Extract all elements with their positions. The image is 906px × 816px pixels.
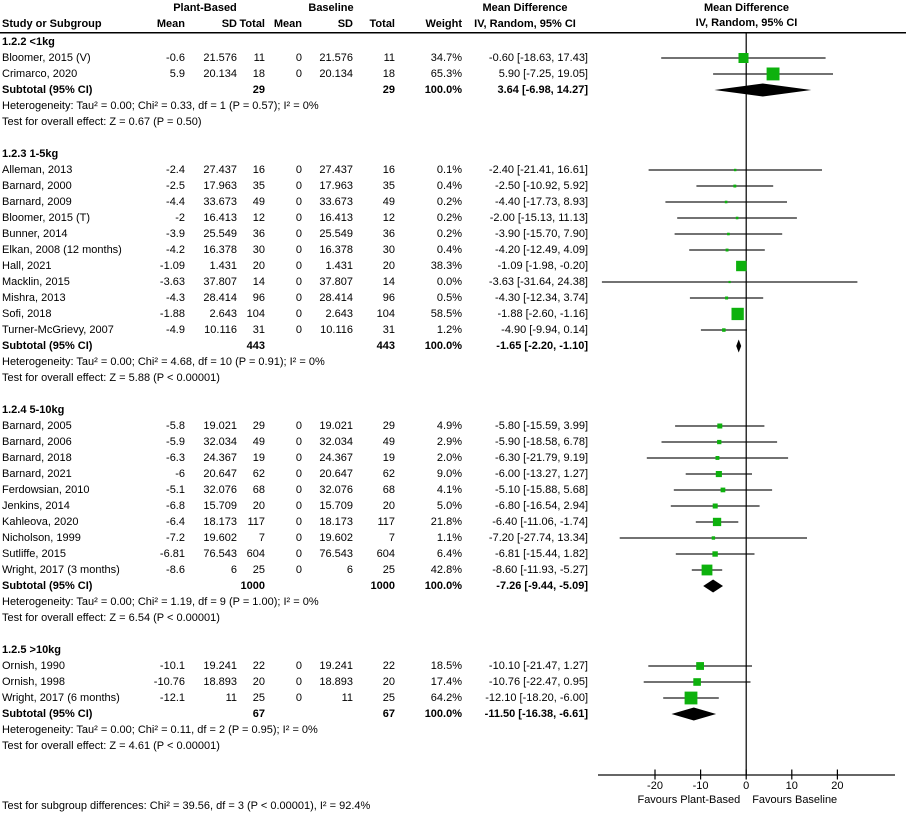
col-weight: Weight — [425, 18, 462, 30]
study-row: Bloomer, 2015 (T) -2 16.413 12 0 16.413 12 0.2% -2.00 [-15.13, 11.13] — [2, 212, 588, 224]
effect-square — [716, 471, 722, 477]
ci-line — [690, 297, 763, 298]
ci-line — [734, 313, 741, 314]
axis-tick-label: 0 — [743, 780, 750, 792]
axis-tick — [837, 770, 838, 780]
spacer-row — [0, 386, 588, 402]
subgroup-title: 1.2.3 1-5kg — [2, 148, 59, 160]
study-row: Kahleova, 2020 -6.4 18.173 117 0 18.173 117 21.8% -6.40 [-11.06, -1.74] — [2, 516, 588, 528]
study-row: Barnard, 2018 -6.3 24.367 19 0 24.367 19 2.0% -6.30 [-21.79, 9.19] — [2, 452, 588, 464]
study-table — [0, 34, 588, 770]
ci-line — [674, 489, 772, 490]
ci-line — [696, 185, 773, 186]
ci-line — [686, 473, 752, 474]
subgroup-differences-text: Test for subgroup differences: Chi² = 39.56, df = 3 (P < 0.00001), I² = 92.4% — [2, 800, 371, 812]
study-row: Barnard, 2005 -5.8 19.021 29 0 19.021 29 4.9% -5.80 [-15.59, 3.99] — [2, 420, 588, 432]
subgroup-title: 1.2.4 5-10kg — [2, 404, 65, 416]
ci-line — [663, 697, 719, 698]
study-row: Barnard, 2009 -4.4 33.673 49 0 33.673 49 0.2% -4.40 [-17.73, 8.93] — [2, 196, 588, 208]
study-row: Wright, 2017 (6 months) -12.1 11 25 0 11 25 64.2% -12.10 [-18.20, -6.00] — [2, 692, 588, 704]
plot-title: Mean Difference — [704, 2, 789, 14]
study-row: Ornish, 1990 -10.1 19.241 22 0 19.241 22 18.5% -10.10 [-21.47, 1.27] — [2, 660, 588, 672]
effect-square — [721, 488, 726, 493]
ci-line — [649, 169, 822, 170]
subtotal-row: Subtotal (95% CI) 29 29 100.0% 3.64 [-6.98, 14.27] — [2, 84, 588, 96]
heterogeneity-text: Heterogeneity: Tau² = 0.00; Chi² = 0.11, df = 2 (P = 0.95); I² = 0% — [2, 724, 318, 736]
col-mean-baseline: Mean — [273, 18, 302, 30]
ci-line — [671, 505, 760, 506]
ci-line — [675, 233, 783, 234]
study-row: Crimarco, 2020 5.9 20.134 18 0 20.134 18 65.3% 5.90 [-7.25, 19.05] — [2, 68, 588, 80]
ci-line — [676, 553, 755, 554]
axis-tick — [746, 770, 747, 780]
spacer-row — [0, 626, 588, 642]
overall-effect-text: Test for overall effect: Z = 5.88 (P < 0.00001) — [2, 372, 220, 384]
spacer-row — [0, 754, 588, 770]
effect-square — [713, 518, 721, 526]
ci-line — [692, 569, 722, 570]
subgroup-title: 1.2.5 >10kg — [2, 644, 62, 656]
ci-line — [662, 441, 778, 442]
subtotal-row: Subtotal (95% CI) 1000 1000 100.0% -7.26 [-9.44, -5.09] — [2, 580, 588, 592]
study-row: Alleman, 2013 -2.4 27.437 16 0 27.437 16 0.1% -2.40 [-21.41, 16.61] — [2, 164, 588, 176]
ci-line — [677, 217, 797, 218]
ci-line — [644, 681, 751, 682]
ci-line — [620, 537, 807, 538]
subtotal-row: Subtotal (95% CI) 443 443 100.0% -1.65 [-2.20, -1.10] — [2, 340, 588, 352]
favours-right-label: Favours Baseline — [752, 794, 838, 806]
effect-square — [712, 551, 717, 556]
heterogeneity-text: Heterogeneity: Tau² = 0.00; Chi² = 0.33, df = 1 (P = 0.57); I² = 0% — [2, 100, 319, 112]
study-row: Mishra, 2013 -4.3 28.414 96 0 28.414 96 0.5% -4.30 [-12.34, 3.74] — [2, 292, 588, 304]
ci-line — [661, 57, 825, 58]
study-row: Bunner, 2014 -3.9 25.549 36 0 25.549 36 0.2% -3.90 [-15.70, 7.90] — [2, 228, 588, 240]
ci-line — [689, 249, 765, 250]
effect-square — [727, 233, 730, 236]
axis-tick — [654, 770, 655, 780]
subgroup-title: 1.2.2 <1kg — [2, 36, 55, 48]
table-header — [0, 0, 906, 32]
col-sd-baseline: SD — [337, 18, 353, 30]
study-row: Wright, 2017 (3 months) -8.6 6 25 0 6 25 42.8% -8.60 [-11.93, -5.27] — [2, 564, 588, 576]
overall-effect-text: Test for overall effect: Z = 6.54 (P < 0.00001) — [2, 612, 220, 624]
effect-square — [733, 185, 736, 188]
subtotal-diamond — [736, 340, 741, 353]
study-row: Turner-McGrievy, 2007 -4.9 10.116 31 0 10.116 31 1.2% -4.90 [-9.94, 0.14] — [2, 324, 588, 336]
study-row: Elkan, 2008 (12 months) -4.2 16.378 30 0 16.378 30 0.4% -4.20 [-12.49, 4.09] — [2, 244, 588, 256]
axis-tick — [791, 770, 792, 780]
x-axis-line — [598, 774, 895, 775]
effect-square — [736, 217, 739, 220]
axis-tick-label: 20 — [831, 780, 844, 792]
effect-square — [734, 169, 736, 171]
ci-line — [602, 281, 858, 282]
axis-tick-label: -20 — [647, 780, 663, 792]
effect-square — [736, 261, 746, 271]
ci-line — [665, 201, 787, 202]
overall-effect-text: Test for overall effect: Z = 4.61 (P < 0.00001) — [2, 740, 220, 752]
col-mean-plant: Mean — [156, 18, 185, 30]
effect-square — [722, 328, 726, 332]
heterogeneity-text: Heterogeneity: Tau² = 0.00; Chi² = 1.19, df = 9 (P = 1.00); I² = 0% — [2, 596, 319, 608]
study-row: Barnard, 2006 -5.9 32.034 49 0 32.034 49 2.9% -5.90 [-18.58, 6.78] — [2, 436, 588, 448]
effect-square — [732, 308, 744, 320]
effect-square — [739, 53, 749, 63]
plot-subtitle: IV, Random, 95% CI — [695, 17, 798, 29]
spacer-row — [0, 130, 588, 146]
overall-effect-text: Test for overall effect: Z = 0.67 (P = 0.50) — [2, 116, 202, 128]
ci-line — [647, 457, 788, 458]
effect-square — [693, 678, 701, 686]
col-md-method: IV, Random, 95% CI — [474, 18, 576, 30]
axis-tick-label: -10 — [692, 780, 709, 792]
col-sd-plant: SD — [221, 18, 237, 30]
study-row: Sutliffe, 2015 -6.81 76.543 604 0 76.543 604 6.4% -6.81 [-15.44, 1.82] — [2, 548, 588, 560]
favours-left-label: Favours Plant-Based — [637, 794, 741, 806]
col-total-baseline: Total — [369, 18, 395, 30]
effect-square — [717, 424, 722, 429]
ci-line — [701, 329, 747, 330]
study-row: Nicholson, 1999 -7.2 19.602 7 0 19.602 7 1.1% -7.20 [-27.74, 13.34] — [2, 532, 588, 544]
subtotal-row: Subtotal (95% CI) 67 67 100.0% -11.50 [-16.38, -6.61] — [2, 708, 588, 720]
effect-square — [716, 456, 720, 460]
zero-line — [746, 34, 747, 776]
heterogeneity-text: Heterogeneity: Tau² = 0.00; Chi² = 4.68, df = 10 (P = 0.91); I² = 0% — [2, 356, 325, 368]
study-row: Ferdowsian, 2010 -5.1 32.076 68 0 32.076 68 4.1% -5.10 [-15.88, 5.68] — [2, 484, 588, 496]
group-header-baseline: Baseline — [308, 2, 354, 14]
subtotal-diamond — [672, 708, 717, 721]
study-row: Barnard, 2021 -6 20.647 62 0 20.647 62 9.0% -6.00 [-13.27, 1.27] — [2, 468, 588, 480]
effect-square — [725, 297, 728, 300]
study-row: Ornish, 1998 -10.76 18.893 20 0 18.893 20 17.4% -10.76 [-22.47, 0.95] — [2, 676, 588, 688]
col-total-plant: Total — [239, 18, 265, 30]
study-row: Hall, 2021 -1.09 1.431 20 0 1.431 20 38.3% -1.09 [-1.98, -0.20] — [2, 260, 588, 272]
effect-square — [685, 692, 698, 705]
axis-tick-label: 10 — [785, 780, 798, 792]
study-row: Barnard, 2000 -2.5 17.963 35 0 17.963 35 0.4% -2.50 [-10.92, 5.92] — [2, 180, 588, 192]
column-headers-row — [0, 16, 588, 32]
md-column-title: Mean Difference — [482, 2, 568, 14]
group-header-plant-based: Plant-Based — [173, 2, 237, 14]
effect-square — [767, 68, 780, 81]
effect-square — [725, 201, 728, 204]
effect-square — [717, 440, 721, 444]
study-row: Sofi, 2018 -1.88 2.643 104 0 2.643 104 58.5% -1.88 [-2.60, -1.16] — [2, 308, 588, 320]
subtotal-diamond — [714, 84, 811, 97]
ci-line — [696, 521, 739, 522]
effect-square — [696, 662, 704, 670]
effect-square — [712, 536, 715, 539]
study-row: Bloomer, 2015 (V) -0.6 21.576 11 0 21.576 11 34.7% -0.60 [-18.63, 17.43] — [2, 52, 588, 64]
study-row: Jenkins, 2014 -6.8 15.709 20 0 15.709 20 5.0% -6.80 [-16.54, 2.94] — [2, 500, 588, 512]
ci-line — [713, 73, 833, 74]
effect-square — [726, 249, 729, 252]
study-row: Macklin, 2015 -3.63 37.807 14 0 37.807 14 0.0% -3.63 [-31.64, 24.38] — [2, 276, 588, 288]
effect-square — [713, 504, 718, 509]
subtotal-diamond — [703, 580, 723, 593]
ci-line — [737, 265, 745, 266]
effect-square — [729, 281, 731, 283]
effect-square — [702, 565, 713, 576]
axis-tick — [700, 770, 701, 780]
ci-line — [675, 425, 764, 426]
ci-line — [648, 665, 752, 666]
col-study-or-subgroup: Study or Subgroup — [2, 18, 102, 30]
